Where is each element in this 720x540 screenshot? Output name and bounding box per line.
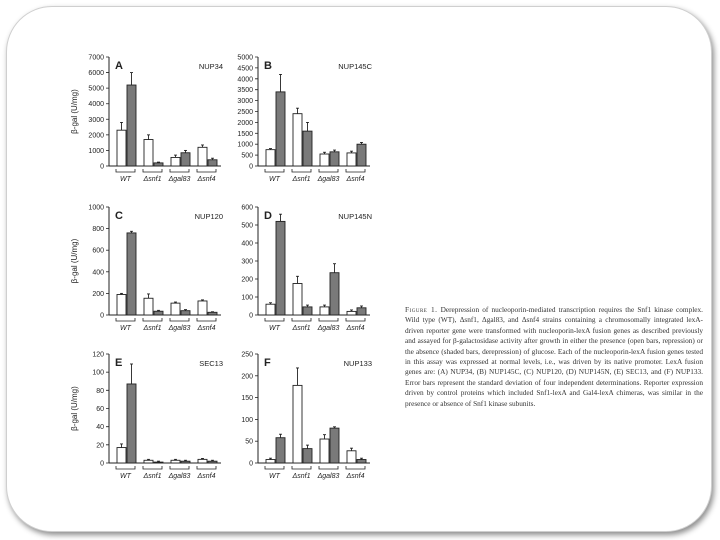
x-tick-label: Δsnf4 xyxy=(346,325,365,332)
bar-derepressed xyxy=(208,312,217,315)
bar-derepressed xyxy=(208,160,217,166)
y-tick-label: 5000 xyxy=(237,54,253,62)
panel-title: NUP120 xyxy=(194,212,223,221)
bar-derepressed xyxy=(330,273,339,315)
y-tick-label: 0 xyxy=(100,312,104,320)
bar-derepressed xyxy=(154,163,163,166)
group-bracket xyxy=(143,169,162,172)
x-tick-label: WT xyxy=(269,325,280,332)
bar-repressed xyxy=(347,153,356,166)
y-tick-label: 500 xyxy=(241,222,253,230)
y-axis-label: β-gal (U/mg) xyxy=(70,238,79,284)
panel-c xyxy=(70,205,223,333)
slide-frame xyxy=(6,6,712,532)
group-bracket xyxy=(143,318,162,321)
x-tick-label: Δgal83 xyxy=(168,325,191,332)
y-tick-label: 2500 xyxy=(237,109,253,116)
y-tick-label: 100 xyxy=(241,294,253,302)
y-tick-label: 100 xyxy=(92,369,104,377)
panel-title: NUP145N xyxy=(338,212,372,221)
group-bracket xyxy=(116,466,135,469)
y-tick-label: 150 xyxy=(241,395,253,403)
group-bracket xyxy=(265,169,284,172)
y-tick-label: 400 xyxy=(241,240,253,248)
bar-derepressed xyxy=(357,144,366,166)
bar-repressed xyxy=(171,303,180,315)
bar-derepressed xyxy=(303,131,312,166)
group-bracket xyxy=(319,466,338,469)
bar-derepressed xyxy=(276,92,285,166)
bar-repressed xyxy=(144,298,153,315)
bar-derepressed xyxy=(181,311,190,315)
caption-label: Figure 1. xyxy=(405,305,438,314)
x-tick-label: Δsnf1 xyxy=(292,473,311,480)
y-tick-label: 0 xyxy=(100,163,104,171)
y-tick-label: 50 xyxy=(245,438,253,446)
bar-repressed xyxy=(171,157,180,166)
y-tick-label: 5000 xyxy=(88,85,104,93)
group-bracket xyxy=(170,318,189,321)
x-tick-label: Δsnf1 xyxy=(292,325,311,332)
y-tick-label: 3000 xyxy=(237,98,253,106)
panel-a xyxy=(70,55,223,184)
x-tick-label: Δgal83 xyxy=(317,473,340,480)
panel-b xyxy=(237,55,372,184)
bar-derepressed xyxy=(208,461,217,463)
figure-caption xyxy=(405,305,703,409)
y-tick-label: 2000 xyxy=(88,132,104,140)
bar-repressed xyxy=(266,304,275,315)
bar-repressed xyxy=(117,130,126,166)
panel-letter: A xyxy=(115,60,123,72)
caption-text: Derepression of nucleoporin-mediated transcription requires the Snf1 kinase complex. Wild type (WT), Δsnf1, Δgal83, and Δsnf4 strains containing a chromosomally integrated lexA-driven reporter gene were transformed with nucleoporin-lexA fusion genes as described previously and assayed for β-galactosidase activity after growth in either the presence (open bars, repression) or the absence (shaded bars, derepression) of glucose. Each of the nucleoporin-lexA fusion genes tested in this assay was expressed at normal levels, i.e., was driven by its native promoter. LexA fusion genes are: (A) NUP34, (B) NUP145C, (C) NUP120, (D) NUP145N, (E) SEC13, and (F) NUP133. Error bars represent the standard deviation of four independent determinations. Reporter expression driven by control proteins which included Snf1-lexA and Gal4-lexA chimeras, was similar in the presence or absence of Snf1 kinase subunits. xyxy=(405,305,703,408)
y-tick-label: 200 xyxy=(92,290,104,298)
y-tick-label: 0 xyxy=(100,460,104,468)
y-tick-label: 3500 xyxy=(237,87,253,95)
group-bracket xyxy=(197,466,216,469)
group-bracket xyxy=(197,169,216,172)
bar-repressed xyxy=(198,459,207,463)
y-tick-label: 200 xyxy=(241,373,253,381)
y-tick-label: 1000 xyxy=(88,204,104,212)
y-tick-label: 0 xyxy=(249,460,253,468)
group-bracket xyxy=(292,169,311,172)
bar-derepressed xyxy=(181,461,190,463)
bar-repressed xyxy=(144,140,153,166)
panel-letter: D xyxy=(264,210,272,222)
panel-title: NUP145C xyxy=(338,62,372,71)
y-tick-label: 0 xyxy=(249,163,253,171)
panel-title: NUP34 xyxy=(198,62,223,71)
panel-d xyxy=(241,205,372,333)
bar-derepressed xyxy=(181,153,190,166)
bar-repressed xyxy=(320,154,329,166)
bar-repressed xyxy=(198,147,207,166)
y-tick-label: 300 xyxy=(241,258,253,266)
panel-f xyxy=(241,352,372,481)
bar-repressed xyxy=(266,460,275,463)
y-tick-label: 200 xyxy=(241,276,253,284)
bar-derepressed xyxy=(127,233,136,315)
x-tick-label: Δgal83 xyxy=(317,176,340,183)
bar-chart-figure xyxy=(7,7,711,531)
group-bracket xyxy=(319,318,338,321)
y-tick-label: 4000 xyxy=(237,76,253,84)
x-tick-label: WT xyxy=(269,176,280,183)
y-tick-label: 20 xyxy=(96,442,104,450)
bar-derepressed xyxy=(303,307,312,315)
y-tick-label: 60 xyxy=(96,406,104,413)
panel-letter: F xyxy=(264,357,271,369)
group-bracket xyxy=(116,318,135,321)
group-bracket xyxy=(116,169,135,172)
group-bracket xyxy=(346,169,365,172)
group-bracket xyxy=(346,318,365,321)
bar-derepressed xyxy=(154,311,163,315)
x-tick-label: Δsnf4 xyxy=(197,176,216,183)
panel-letter: B xyxy=(264,60,272,72)
panel-title: NUP133 xyxy=(343,359,372,368)
panel-e xyxy=(70,352,223,481)
panel-letter: E xyxy=(115,357,123,369)
bar-repressed xyxy=(293,284,302,316)
x-tick-label: Δsnf1 xyxy=(292,176,311,183)
y-tick-label: 500 xyxy=(241,152,253,160)
x-tick-label: Δsnf4 xyxy=(346,473,365,480)
bar-repressed xyxy=(117,294,126,315)
y-tick-label: 3000 xyxy=(88,116,104,124)
group-bracket xyxy=(319,169,338,172)
bar-derepressed xyxy=(330,428,339,463)
y-tick-label: 250 xyxy=(241,351,253,359)
group-bracket xyxy=(170,466,189,469)
y-tick-label: 800 xyxy=(92,226,104,234)
y-tick-label: 80 xyxy=(96,387,104,395)
x-tick-label: WT xyxy=(269,473,280,480)
y-tick-label: 6000 xyxy=(88,70,104,78)
bar-repressed xyxy=(266,150,275,166)
x-tick-label: WT xyxy=(120,176,131,183)
y-tick-label: 600 xyxy=(241,204,253,212)
bar-derepressed xyxy=(276,438,285,463)
x-tick-label: WT xyxy=(120,325,131,332)
y-axis-label: β-gal (U/mg) xyxy=(70,386,79,431)
panel-letter: C xyxy=(115,210,123,222)
x-tick-label: Δgal83 xyxy=(168,176,191,183)
bar-repressed xyxy=(293,385,302,463)
y-tick-label: 400 xyxy=(92,269,104,277)
x-tick-label: Δgal83 xyxy=(317,325,340,332)
y-tick-label: 40 xyxy=(96,424,104,432)
group-bracket xyxy=(292,318,311,321)
y-tick-label: 4500 xyxy=(237,65,253,73)
x-tick-label: Δsnf4 xyxy=(346,176,365,183)
y-axis-label: β-gal (U/mg) xyxy=(70,89,79,134)
bar-repressed xyxy=(347,311,356,315)
y-tick-label: 600 xyxy=(92,247,104,255)
group-bracket xyxy=(197,318,216,321)
y-tick-label: 2000 xyxy=(237,119,253,127)
y-tick-label: 7000 xyxy=(88,54,104,62)
bar-derepressed xyxy=(127,384,136,463)
bar-derepressed xyxy=(127,85,136,166)
bar-repressed xyxy=(320,307,329,315)
bar-repressed xyxy=(198,301,207,315)
x-tick-label: Δsnf4 xyxy=(197,473,216,480)
x-tick-label: Δsnf1 xyxy=(143,176,162,183)
bar-repressed xyxy=(171,460,180,463)
group-bracket xyxy=(292,466,311,469)
bar-derepressed xyxy=(303,449,312,463)
group-bracket xyxy=(265,318,284,321)
x-tick-label: Δgal83 xyxy=(168,473,191,480)
x-tick-label: WT xyxy=(120,473,131,480)
bar-repressed xyxy=(293,114,302,166)
x-tick-label: Δsnf4 xyxy=(197,325,216,332)
bar-derepressed xyxy=(154,462,163,463)
panel-title: SEC13 xyxy=(199,359,223,368)
bar-derepressed xyxy=(357,308,366,315)
group-bracket xyxy=(346,466,365,469)
x-tick-label: Δsnf1 xyxy=(143,325,162,332)
bar-repressed xyxy=(347,451,356,463)
y-tick-label: 1000 xyxy=(88,147,104,155)
y-tick-label: 120 xyxy=(92,351,104,359)
group-bracket xyxy=(143,466,162,469)
group-bracket xyxy=(265,466,284,469)
bar-derepressed xyxy=(276,221,285,315)
y-tick-label: 1500 xyxy=(237,130,253,138)
bar-repressed xyxy=(117,448,126,463)
group-bracket xyxy=(170,169,189,172)
bar-repressed xyxy=(320,439,329,463)
y-tick-label: 1000 xyxy=(237,141,253,149)
bar-repressed xyxy=(144,460,153,463)
y-tick-label: 0 xyxy=(249,312,253,320)
bar-derepressed xyxy=(357,460,366,463)
bar-derepressed xyxy=(330,152,339,166)
y-tick-label: 4000 xyxy=(88,101,104,109)
y-tick-label: 100 xyxy=(241,416,253,424)
x-tick-label: Δsnf1 xyxy=(143,473,162,480)
